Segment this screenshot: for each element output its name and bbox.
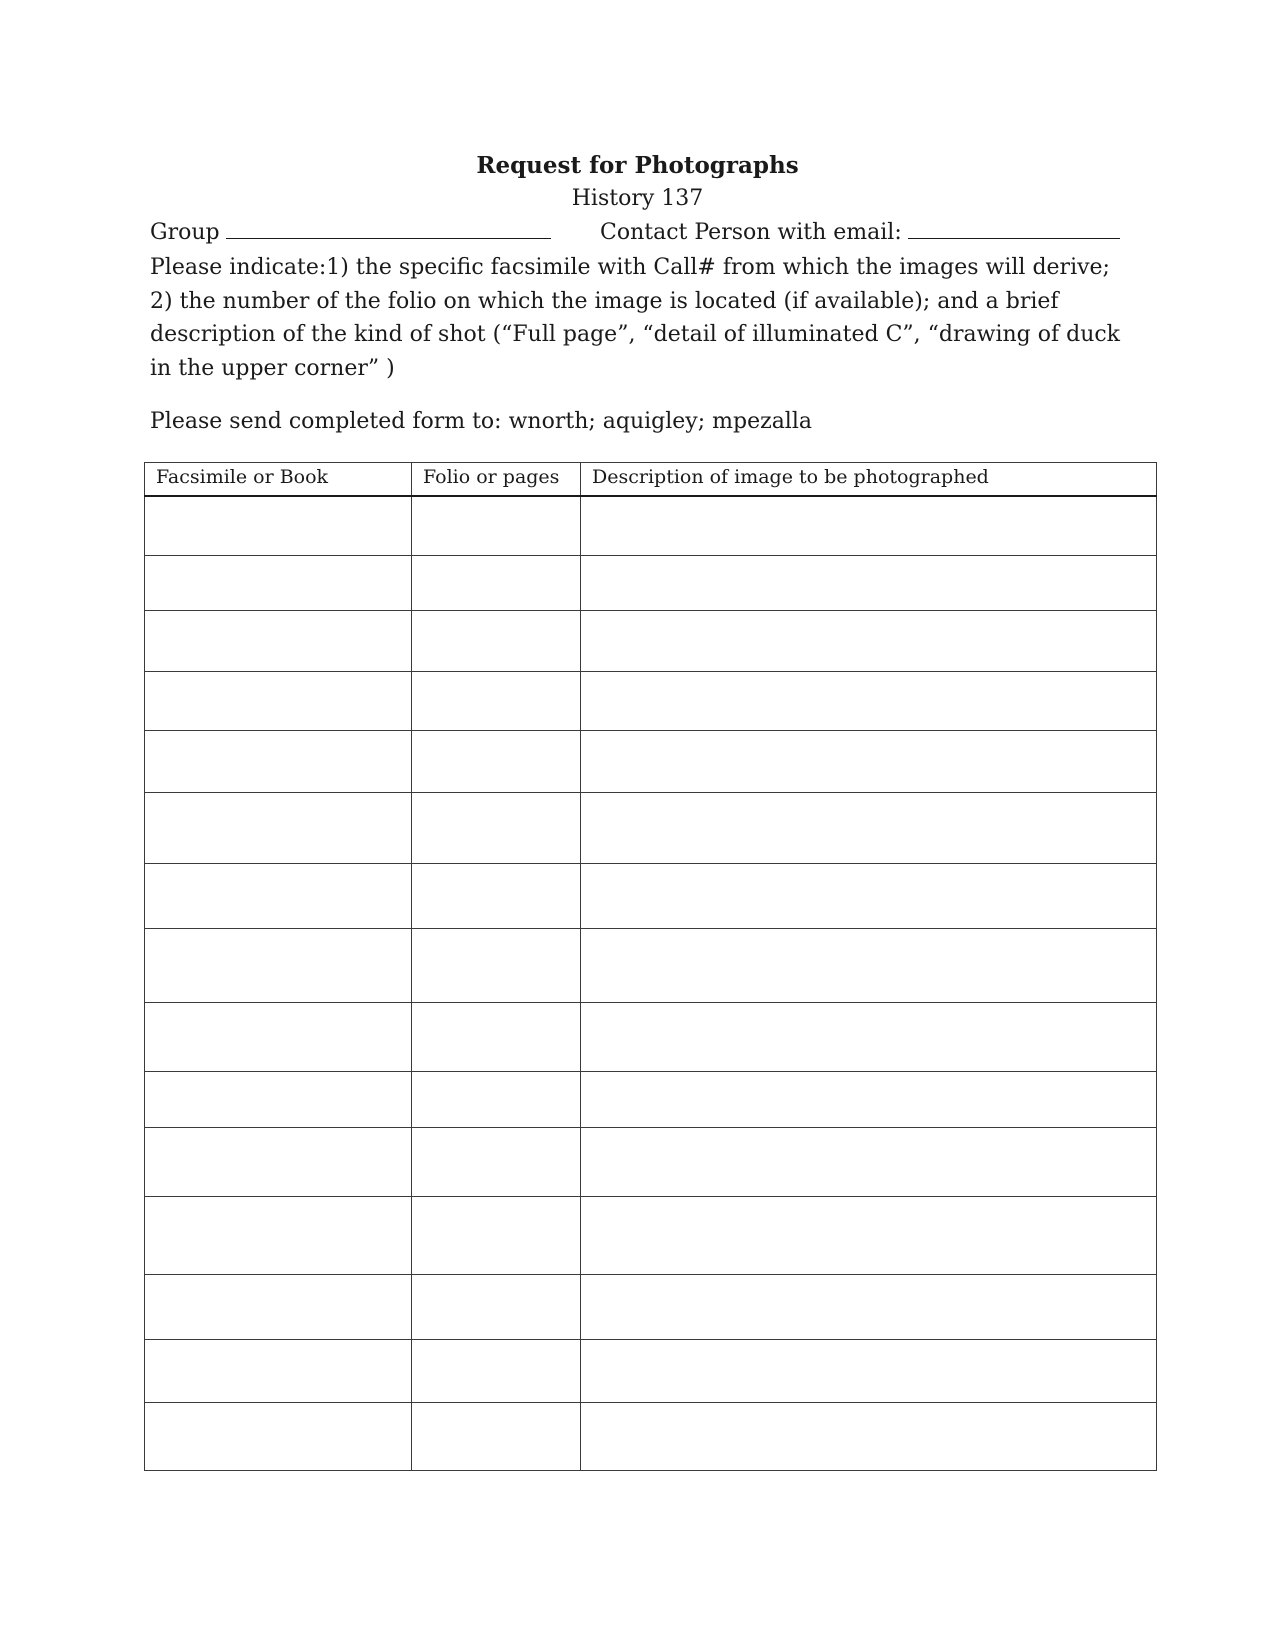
contact-label: Contact Person with email: xyxy=(600,220,902,245)
description-cell[interactable] xyxy=(581,730,1157,792)
request-table xyxy=(144,462,1157,1471)
folio-cell[interactable] xyxy=(412,496,581,555)
folio-cell[interactable] xyxy=(412,928,581,1002)
course-subtitle: History 137 xyxy=(571,186,704,211)
facsimile-cell[interactable] xyxy=(145,555,412,610)
folio-cell[interactable] xyxy=(412,1402,581,1470)
description-cell[interactable] xyxy=(581,928,1157,1002)
facsimile-cell[interactable] xyxy=(145,863,412,928)
facsimile-cell[interactable] xyxy=(145,1339,412,1402)
facsimile-cell[interactable] xyxy=(145,1002,412,1071)
table-row xyxy=(145,671,1157,730)
table-row xyxy=(145,863,1157,928)
description-cell[interactable] xyxy=(581,1402,1157,1470)
facsimile-cell[interactable] xyxy=(145,671,412,730)
table-row xyxy=(145,928,1157,1002)
facsimile-cell[interactable] xyxy=(145,1402,412,1470)
facsimile-cell[interactable] xyxy=(145,1127,412,1196)
group-label: Group xyxy=(150,220,220,245)
folio-cell[interactable] xyxy=(412,555,581,610)
description-cell[interactable] xyxy=(581,1071,1157,1127)
header-fields xyxy=(150,217,1150,249)
facsimile-cell[interactable] xyxy=(145,928,412,1002)
description-cell[interactable] xyxy=(581,863,1157,928)
group-blank-line[interactable] xyxy=(226,220,551,239)
facsimile-cell[interactable] xyxy=(145,1274,412,1339)
table-row xyxy=(145,496,1157,555)
description-cell[interactable] xyxy=(581,1196,1157,1274)
folio-cell[interactable] xyxy=(412,1002,581,1071)
header-facsimile: Facsimile or Book xyxy=(145,463,412,497)
folio-cell[interactable] xyxy=(412,1274,581,1339)
facsimile-cell[interactable] xyxy=(145,496,412,555)
instructions-paragraph: Please indicate:1) the specific facsimile with Call# from which the images will derive; 2) the number of the folio on which the image is located (if available); and a brief description of the kind of shot (“Full page”, “detail of illuminated C”, “drawing of duck in the upper corner” ) xyxy=(150,255,1121,381)
description-cell[interactable] xyxy=(581,610,1157,671)
header-description: Description of image to be photographed xyxy=(581,463,1157,497)
table-row xyxy=(145,555,1157,610)
description-cell[interactable] xyxy=(581,671,1157,730)
folio-cell[interactable] xyxy=(412,792,581,863)
table-row xyxy=(145,1127,1157,1196)
table-header-row xyxy=(145,463,1157,497)
folio-cell[interactable] xyxy=(412,730,581,792)
table-row xyxy=(145,1274,1157,1339)
folio-cell[interactable] xyxy=(412,671,581,730)
folio-cell[interactable] xyxy=(412,1196,581,1274)
description-cell[interactable] xyxy=(581,1002,1157,1071)
table-row xyxy=(145,1196,1157,1274)
table-row xyxy=(145,610,1157,671)
table-row xyxy=(145,730,1157,792)
folio-cell[interactable] xyxy=(412,1071,581,1127)
facsimile-cell[interactable] xyxy=(145,792,412,863)
description-cell[interactable] xyxy=(581,1274,1157,1339)
folio-cell[interactable] xyxy=(412,1127,581,1196)
table-row xyxy=(145,792,1157,863)
facsimile-cell[interactable] xyxy=(145,1071,412,1127)
contact-blank-line[interactable] xyxy=(908,220,1120,239)
page-title: Request for Photographs xyxy=(476,152,799,179)
facsimile-cell[interactable] xyxy=(145,1196,412,1274)
table-row xyxy=(145,1339,1157,1402)
folio-cell[interactable] xyxy=(412,863,581,928)
folio-cell[interactable] xyxy=(412,1339,581,1402)
contact-field xyxy=(600,217,1120,249)
description-cell[interactable] xyxy=(581,496,1157,555)
group-field xyxy=(150,217,551,249)
table-row xyxy=(145,1071,1157,1127)
table-row xyxy=(145,1002,1157,1071)
description-cell[interactable] xyxy=(581,1127,1157,1196)
facsimile-cell[interactable] xyxy=(145,730,412,792)
folio-cell[interactable] xyxy=(412,610,581,671)
table-body xyxy=(145,496,1157,1470)
facsimile-cell[interactable] xyxy=(145,610,412,671)
send-to-line: Please send completed form to: wnorth; aquigley; mpezalla xyxy=(150,409,812,434)
description-cell[interactable] xyxy=(581,792,1157,863)
header-folio: Folio or pages xyxy=(412,463,581,497)
description-cell[interactable] xyxy=(581,555,1157,610)
table-row xyxy=(145,1402,1157,1470)
description-cell[interactable] xyxy=(581,1339,1157,1402)
